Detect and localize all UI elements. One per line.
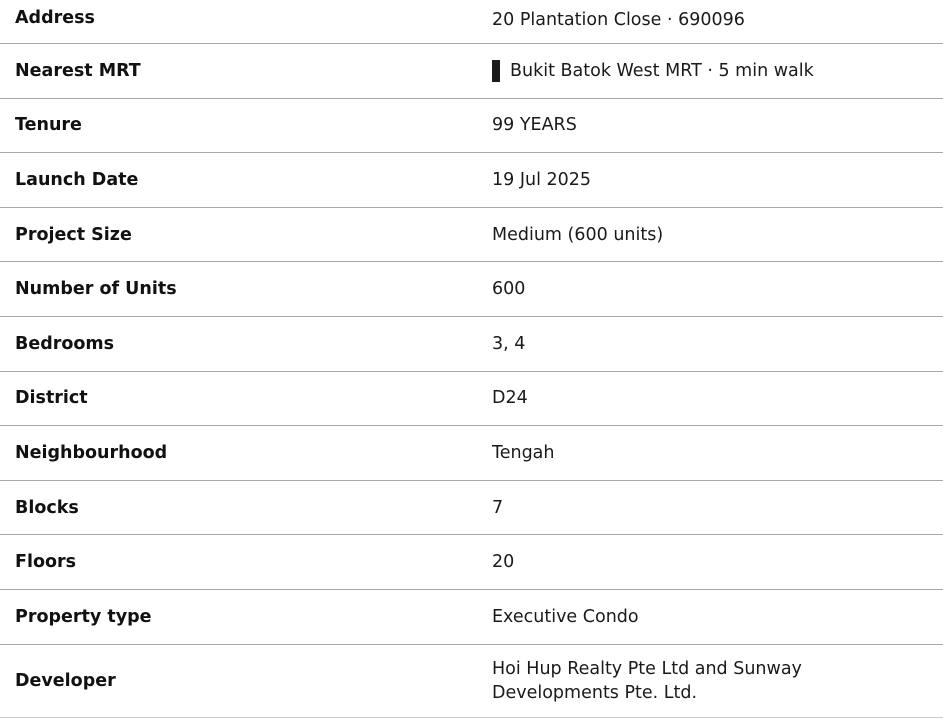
developer-value-line-1: Hoi Hup Realty Pte Ltd and Sunway — [492, 658, 802, 679]
row-launch-date — [0, 153, 943, 208]
mrt-line-color-icon — [492, 60, 500, 82]
row-floors — [0, 535, 943, 590]
floors-label: Floors — [15, 552, 77, 573]
neighbourhood-value: Tengah — [492, 442, 555, 463]
row-nearest-mrt — [0, 44, 943, 99]
tenure-label: Tenure — [15, 115, 82, 136]
district-label: District — [15, 388, 88, 409]
nearest-mrt-value — [476, 59, 943, 83]
bedrooms-label: Bedrooms — [15, 333, 115, 354]
row-property-type — [0, 590, 943, 645]
launch-date-label: Launch Date — [15, 169, 139, 190]
bedrooms-value: 3, 4 — [492, 333, 526, 354]
number-of-units-label: Number of Units — [15, 279, 177, 300]
developer-label: Developer — [15, 670, 116, 691]
neighbourhood-label: Neighbourhood — [15, 442, 168, 463]
row-district — [0, 372, 943, 427]
property-type-value: Executive Condo — [492, 606, 639, 627]
tenure-value: 99 YEARS — [492, 115, 577, 136]
row-number-of-units — [0, 262, 943, 317]
blocks-label: Blocks — [15, 497, 79, 518]
row-bedrooms — [0, 317, 943, 372]
row-developer — [0, 645, 943, 717]
row-tenure — [0, 99, 943, 154]
launch-date-value: 19 Jul 2025 — [492, 169, 592, 190]
number-of-units-value: 600 — [492, 279, 526, 300]
developer-value — [476, 657, 943, 705]
row-address — [0, 0, 943, 44]
district-value: D24 — [492, 388, 528, 409]
blocks-value: 7 — [492, 497, 504, 518]
floors-value: 20 — [492, 552, 515, 573]
project-size-label: Project Size — [15, 224, 132, 245]
row-project-size — [0, 208, 943, 263]
nearest-mrt-label: Nearest MRT — [15, 60, 141, 81]
nearest-mrt-text: Bukit Batok West MRT · 5 min walk — [510, 60, 814, 81]
row-blocks — [0, 481, 943, 536]
address-value: 20 Plantation Close · 690096 — [492, 10, 745, 30]
row-neighbourhood — [0, 426, 943, 481]
address-label: Address — [15, 8, 95, 28]
project-size-value: Medium (600 units) — [492, 224, 664, 245]
developer-value-line-2: Developments Pte. Ltd. — [492, 682, 698, 703]
property-type-label: Property type — [15, 606, 152, 627]
